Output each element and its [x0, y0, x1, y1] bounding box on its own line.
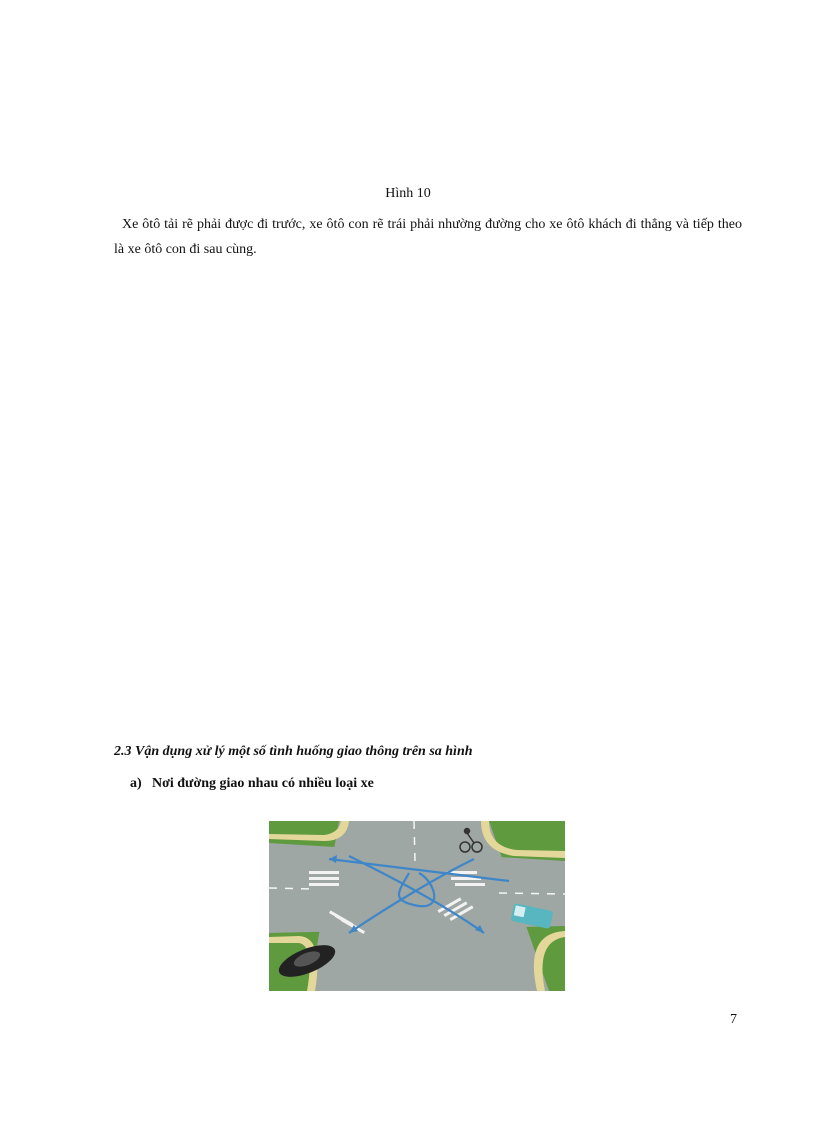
section-heading: 2.3 Vận dụng xử lý một số tình huống giao thông trên sa hình — [114, 744, 473, 759]
subsection-marker: a) — [130, 776, 142, 791]
figure-caption: Hình 10 — [385, 186, 431, 201]
body-paragraph: Xe ôtô tải rẽ phải được đi trước, xe ôtô con rẽ trái phải nhường đường cho xe ôtô khách đi thẳng và tiếp theo là xe ôtô con đi sau cùng. — [114, 217, 742, 257]
page-number: 7 — [730, 1012, 737, 1027]
intersection-drawing — [269, 821, 565, 991]
subsection-heading — [130, 776, 374, 792]
subsection-title: Nơi đường giao nhau có nhiều loại xe — [152, 776, 374, 791]
intersection-illustration — [269, 821, 565, 991]
